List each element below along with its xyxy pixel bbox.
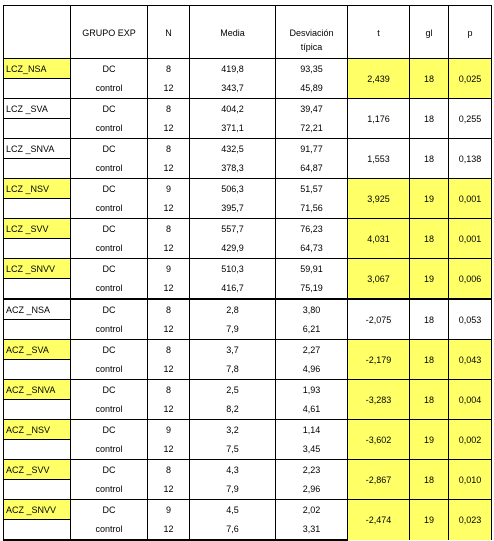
variable-name: ACZ _SNVV xyxy=(4,500,71,520)
n-cell: 12 xyxy=(148,440,190,460)
desviacion-cell: 51,57 xyxy=(276,179,348,199)
media-cell: 510,3 xyxy=(190,259,276,279)
p-value-cell: 0,053 xyxy=(449,299,492,340)
media-cell: 8,2 xyxy=(190,400,276,420)
variable-name: ACZ _SVV xyxy=(4,460,71,480)
media-cell: 2,5 xyxy=(190,380,276,400)
media-cell: 429,9 xyxy=(190,239,276,259)
header-media: Media xyxy=(190,6,276,59)
variable-name: ACZ _NSA xyxy=(4,299,71,320)
p-value-cell: 0,043 xyxy=(449,340,492,380)
header-n: N xyxy=(148,6,190,59)
grupo-cell: DC xyxy=(71,219,148,239)
media-cell: 506,3 xyxy=(190,179,276,199)
gl-cell: 19 xyxy=(410,420,449,460)
desviacion-cell: 64,73 xyxy=(276,239,348,259)
p-value-cell: 0,010 xyxy=(449,460,492,500)
table-row xyxy=(4,139,492,159)
grupo-cell: DC xyxy=(71,299,148,320)
desviacion-cell: 4,61 xyxy=(276,400,348,420)
desviacion-cell: 75,19 xyxy=(276,279,348,300)
desviacion-cell: 3,31 xyxy=(276,520,348,541)
n-cell: 12 xyxy=(148,520,190,541)
gl-cell: 18 xyxy=(410,340,449,380)
grupo-cell: control xyxy=(71,119,148,139)
desviacion-cell: 76,23 xyxy=(276,219,348,239)
header-row xyxy=(4,6,492,59)
variable-name: LCZ _NSV xyxy=(4,179,71,199)
desviacion-cell: 3,80 xyxy=(276,299,348,320)
n-cell: 8 xyxy=(148,59,190,79)
table-row xyxy=(4,380,492,400)
media-cell: 343,7 xyxy=(190,79,276,99)
table-row xyxy=(4,420,492,440)
variable-name-empty xyxy=(4,320,71,340)
p-value-cell: 0,001 xyxy=(449,179,492,219)
media-cell: 3,7 xyxy=(190,340,276,360)
media-cell: 7,8 xyxy=(190,360,276,380)
media-cell: 7,5 xyxy=(190,440,276,460)
variable-name-empty xyxy=(4,520,71,541)
table-row xyxy=(4,500,492,520)
desviacion-cell: 45,89 xyxy=(276,79,348,99)
grupo-cell: DC xyxy=(71,340,148,360)
t-value-cell: 1,553 xyxy=(348,139,410,179)
n-cell: 8 xyxy=(148,340,190,360)
table-row xyxy=(4,99,492,119)
table-row xyxy=(4,460,492,480)
desviacion-cell: 1,14 xyxy=(276,420,348,440)
media-cell: 432,5 xyxy=(190,139,276,159)
grupo-cell: control xyxy=(71,360,148,380)
variable-name: LCZ _SNVA xyxy=(4,139,71,159)
n-cell: 12 xyxy=(148,279,190,300)
header-t: t xyxy=(348,6,410,59)
n-cell: 12 xyxy=(148,360,190,380)
variable-name: LCZ _SVV xyxy=(4,219,71,239)
n-cell: 12 xyxy=(148,79,190,99)
table-row xyxy=(4,219,492,239)
grupo-cell: DC xyxy=(71,179,148,199)
t-value-cell: 3,925 xyxy=(348,179,410,219)
media-cell: 378,3 xyxy=(190,159,276,179)
table-row xyxy=(4,299,492,320)
desviacion-cell: 1,93 xyxy=(276,380,348,400)
p-value-cell: 0,001 xyxy=(449,219,492,259)
grupo-cell: DC xyxy=(71,259,148,279)
variable-name: LCZ_NSA xyxy=(4,59,71,79)
variable-name: LCZ _SNVV xyxy=(4,259,71,279)
gl-cell: 18 xyxy=(410,219,449,259)
variable-name-empty xyxy=(4,279,71,300)
p-value-cell: 0,002 xyxy=(449,420,492,460)
grupo-cell: control xyxy=(71,520,148,541)
variable-name-empty xyxy=(4,440,71,460)
n-cell: 9 xyxy=(148,179,190,199)
n-cell: 12 xyxy=(148,400,190,420)
grupo-cell: control xyxy=(71,239,148,259)
media-cell: 7,6 xyxy=(190,520,276,541)
stats-table-container xyxy=(3,5,492,541)
media-cell: 404,2 xyxy=(190,99,276,119)
variable-name-empty xyxy=(4,480,71,500)
n-cell: 9 xyxy=(148,500,190,520)
header-desviacion-line1: Desviación xyxy=(289,28,334,38)
grupo-cell: control xyxy=(71,159,148,179)
desviacion-cell: 64,87 xyxy=(276,159,348,179)
t-value-cell: 2,439 xyxy=(348,59,410,99)
grupo-cell: DC xyxy=(71,500,148,520)
grupo-cell: control xyxy=(71,400,148,420)
grupo-cell: DC xyxy=(71,460,148,480)
n-cell: 12 xyxy=(148,119,190,139)
gl-cell: 18 xyxy=(410,139,449,179)
n-cell: 12 xyxy=(148,199,190,219)
table-row xyxy=(4,340,492,360)
header-desviacion-line2: típica xyxy=(300,42,323,52)
grupo-cell: control xyxy=(71,79,148,99)
n-cell: 8 xyxy=(148,460,190,480)
desviacion-cell: 72,21 xyxy=(276,119,348,139)
header-variable xyxy=(4,6,71,59)
variable-name-empty xyxy=(4,239,71,259)
media-cell: 2,8 xyxy=(190,299,276,320)
gl-cell: 19 xyxy=(410,179,449,219)
p-value-cell: 0,255 xyxy=(449,99,492,139)
desviacion-cell: 6,21 xyxy=(276,320,348,340)
table-row xyxy=(4,259,492,279)
desviacion-cell: 2,02 xyxy=(276,500,348,520)
media-cell: 371,1 xyxy=(190,119,276,139)
gl-cell: 19 xyxy=(410,500,449,541)
header-desviacion xyxy=(276,6,348,59)
gl-cell: 18 xyxy=(410,59,449,99)
n-cell: 9 xyxy=(148,259,190,279)
media-cell: 7,9 xyxy=(190,320,276,340)
variable-name-empty xyxy=(4,119,71,139)
grupo-cell: control xyxy=(71,279,148,300)
header-gl: gl xyxy=(410,6,449,59)
p-value-cell: 0,025 xyxy=(449,59,492,99)
grupo-cell: DC xyxy=(71,420,148,440)
t-value-cell: -2,075 xyxy=(348,299,410,340)
desviacion-cell: 59,91 xyxy=(276,259,348,279)
t-value-cell: 3,067 xyxy=(348,259,410,300)
variable-name-empty xyxy=(4,159,71,179)
media-cell: 395,7 xyxy=(190,199,276,219)
grupo-cell: DC xyxy=(71,380,148,400)
desviacion-cell: 4,96 xyxy=(276,360,348,380)
variable-name: ACZ _SVA xyxy=(4,340,71,360)
p-value-cell: 0,138 xyxy=(449,139,492,179)
desviacion-cell: 39,47 xyxy=(276,99,348,119)
gl-cell: 19 xyxy=(410,259,449,300)
variable-name-empty xyxy=(4,79,71,99)
n-cell: 9 xyxy=(148,420,190,440)
media-cell: 557,7 xyxy=(190,219,276,239)
media-cell: 419,8 xyxy=(190,59,276,79)
grupo-cell: control xyxy=(71,199,148,219)
grupo-cell: control xyxy=(71,320,148,340)
t-value-cell: -2,474 xyxy=(348,500,410,541)
grupo-cell: control xyxy=(71,480,148,500)
media-cell: 4,5 xyxy=(190,500,276,520)
t-value-cell: 4,031 xyxy=(348,219,410,259)
desviacion-cell: 3,45 xyxy=(276,440,348,460)
gl-cell: 18 xyxy=(410,460,449,500)
n-cell: 12 xyxy=(148,159,190,179)
n-cell: 12 xyxy=(148,480,190,500)
n-cell: 8 xyxy=(148,299,190,320)
variable-name-empty xyxy=(4,199,71,219)
grupo-cell: DC xyxy=(71,139,148,159)
media-cell: 3,2 xyxy=(190,420,276,440)
n-cell: 8 xyxy=(148,219,190,239)
desviacion-cell: 71,56 xyxy=(276,199,348,219)
desviacion-cell: 2,23 xyxy=(276,460,348,480)
p-value-cell: 0,023 xyxy=(449,500,492,541)
media-cell: 416,7 xyxy=(190,279,276,300)
table-body xyxy=(4,59,492,541)
t-value-cell: 1,176 xyxy=(348,99,410,139)
media-cell: 4,3 xyxy=(190,460,276,480)
n-cell: 12 xyxy=(148,239,190,259)
header-grupo-exp: GRUPO EXP xyxy=(71,6,148,59)
t-value-cell: -2,867 xyxy=(348,460,410,500)
p-value-cell: 0,004 xyxy=(449,380,492,420)
t-test-table xyxy=(3,5,492,541)
gl-cell: 18 xyxy=(410,99,449,139)
header-p: p xyxy=(449,6,492,59)
desviacion-cell: 91,77 xyxy=(276,139,348,159)
p-value-cell: 0,006 xyxy=(449,259,492,300)
media-cell: 7,9 xyxy=(190,480,276,500)
n-cell: 12 xyxy=(148,320,190,340)
desviacion-cell: 2,96 xyxy=(276,480,348,500)
variable-name: LCZ _SVA xyxy=(4,99,71,119)
gl-cell: 18 xyxy=(410,299,449,340)
variable-name: ACZ _NSV xyxy=(4,420,71,440)
variable-name: ACZ _SNVA xyxy=(4,380,71,400)
n-cell: 8 xyxy=(148,139,190,159)
desviacion-cell: 93,35 xyxy=(276,59,348,79)
table-row xyxy=(4,59,492,79)
desviacion-cell: 2,27 xyxy=(276,340,348,360)
t-value-cell: -3,283 xyxy=(348,380,410,420)
gl-cell: 18 xyxy=(410,380,449,420)
t-value-cell: -2,179 xyxy=(348,340,410,380)
table-row xyxy=(4,179,492,199)
variable-name-empty xyxy=(4,360,71,380)
n-cell: 8 xyxy=(148,380,190,400)
grupo-cell: control xyxy=(71,440,148,460)
t-value-cell: -3,602 xyxy=(348,420,410,460)
grupo-cell: DC xyxy=(71,59,148,79)
n-cell: 8 xyxy=(148,99,190,119)
grupo-cell: DC xyxy=(71,99,148,119)
variable-name-empty xyxy=(4,400,71,420)
